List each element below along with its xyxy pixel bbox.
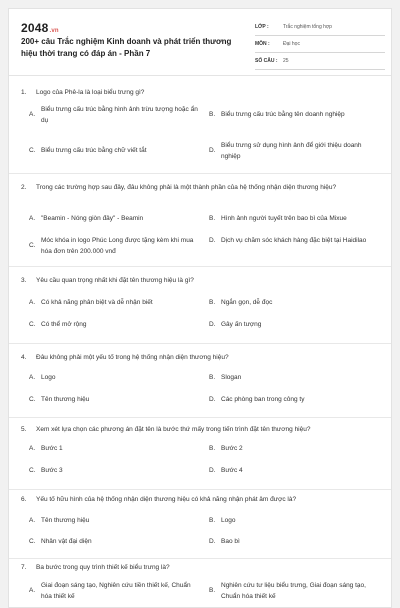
meta-label: SỐ CÂU : — [255, 58, 278, 64]
answer-option-a[interactable] — [29, 214, 201, 225]
answer-option-b[interactable] — [209, 444, 381, 455]
option-letter: A. — [29, 587, 36, 595]
question-text: Logo của Phê-la là loại biểu trưng gì? — [36, 89, 145, 96]
question-text: Yếu tố hữu hình của hệ thống nhận diện thương hiệu có khả năng nhận phát âm được là? — [36, 496, 297, 503]
question-text: Yêu cầu quan trọng nhất khi đặt tên thương hiệu là gì? — [36, 277, 194, 284]
answer-option-a[interactable] — [29, 581, 201, 602]
answer-option-d[interactable] — [209, 320, 381, 331]
answer-option-c[interactable] — [29, 236, 201, 257]
option-text: Biểu trưng cấu trúc bằng hình ảnh trừu tượng hoặc ẩn dụ — [41, 106, 198, 124]
option-letter: A. — [29, 215, 36, 222]
option-letter: C. — [29, 467, 36, 474]
question-stem — [21, 276, 377, 287]
option-letter: D. — [209, 396, 216, 403]
option-letter: B. — [209, 299, 216, 306]
option-text: Bước 4 — [221, 467, 243, 474]
option-letter: B. — [209, 374, 216, 381]
document-page — [8, 8, 392, 608]
option-text: Logo — [41, 374, 56, 381]
question-text: Ba bước trong quy trình thiết kế biểu trưng là? — [36, 564, 170, 571]
question-stem — [21, 353, 377, 364]
option-text: Nghiên cứu tư liệu biểu trưng, Giai đoạn sáng tạo, Chuẩn hóa thiết kế — [221, 582, 366, 600]
option-letter: C. — [29, 538, 36, 545]
answer-option-c[interactable] — [29, 146, 201, 157]
answer-option-c[interactable] — [29, 537, 201, 548]
answer-option-c[interactable] — [29, 320, 201, 331]
meta-value: Đại học — [283, 41, 300, 47]
answer-option-a[interactable] — [29, 516, 201, 527]
option-text: Giai đoạn sáng tạo, Nghiên cứu tiền thiết kế, Chuẩn hóa thiết kế — [41, 582, 191, 600]
answer-option-b[interactable] — [209, 214, 381, 225]
meta-value: 25 — [283, 58, 289, 64]
answer-option-b[interactable] — [209, 298, 381, 309]
option-text: Bước 3 — [41, 467, 63, 474]
option-letter: B. — [209, 517, 216, 524]
option-text: Biểu trưng cấu trúc bằng tên doanh nghiệp — [221, 111, 345, 118]
question-number: 7. — [21, 564, 27, 571]
option-text: Bước 2 — [221, 445, 243, 452]
logo-suffix: .vn — [49, 28, 59, 34]
option-letter: A. — [29, 374, 36, 381]
option-text: Bước 1 — [41, 445, 63, 452]
answer-option-a[interactable] — [29, 298, 201, 309]
header-divider — [9, 75, 391, 76]
option-text: Tên thương hiệu — [41, 517, 90, 524]
question-stem — [21, 425, 377, 436]
question-number: 4. — [21, 354, 27, 361]
meta-value: Trắc nghiệm tổng hợp — [283, 24, 332, 30]
option-text: Có khả năng phân biệt và dễ nhận biết — [41, 299, 153, 306]
option-letter: B. — [209, 215, 216, 222]
option-text: Có thể mở rộng — [41, 321, 87, 328]
question-stem — [21, 183, 377, 194]
option-text: Biểu trưng sử dụng hình ảnh để giới thiệu doanh nghiệp — [221, 142, 362, 160]
option-letter: D. — [209, 147, 216, 155]
option-letter: D. — [209, 538, 216, 545]
option-text: Móc khóa in logo Phúc Long được tặng kèm khi mua hóa đơn trên 200.000 vnđ — [41, 237, 194, 255]
option-text: Bao bì — [221, 538, 240, 545]
option-letter: A. — [29, 445, 36, 452]
option-letter: A. — [29, 111, 36, 119]
meta-row-count — [255, 53, 385, 70]
answer-option-a[interactable] — [29, 105, 201, 126]
answer-option-c[interactable] — [29, 395, 201, 406]
question-stem — [21, 495, 377, 506]
answer-option-b[interactable] — [209, 516, 381, 527]
option-text: Hình ảnh người tuyết trên bao bì của Mixue — [221, 215, 347, 222]
question-divider — [9, 417, 391, 418]
question-stem — [21, 563, 377, 574]
question-divider — [9, 266, 391, 267]
option-letter: A. — [29, 299, 36, 306]
question-number: 3. — [21, 277, 27, 284]
answer-option-d[interactable] — [209, 395, 381, 406]
meta-label: LỚP : — [255, 24, 269, 30]
meta-label: MÔN : — [255, 41, 270, 47]
answer-option-b[interactable] — [209, 110, 381, 121]
option-letter: C. — [29, 147, 36, 154]
answer-option-c[interactable] — [29, 466, 201, 477]
option-text: Dịch vụ chăm sóc khách hàng đặc biệt tại Haidilao — [221, 237, 367, 244]
option-letter: A. — [29, 517, 36, 524]
option-text: Tên thương hiệu — [41, 396, 90, 403]
meta-row-class — [255, 19, 385, 36]
option-letter: C. — [29, 396, 36, 403]
answer-option-b[interactable] — [209, 581, 381, 602]
question-divider — [9, 343, 391, 344]
option-letter: C. — [29, 321, 36, 328]
question-stem — [21, 88, 377, 99]
question-divider — [9, 489, 391, 490]
answer-option-d[interactable] — [209, 466, 381, 477]
option-letter: B. — [209, 445, 216, 452]
answer-option-a[interactable] — [29, 373, 201, 384]
option-text: Các phòng ban trong công ty — [221, 396, 305, 403]
option-text: Logo — [221, 517, 236, 524]
answer-option-b[interactable] — [209, 373, 381, 384]
meta-table — [255, 19, 385, 70]
document-header — [9, 9, 391, 75]
question-divider — [9, 173, 391, 174]
site-logo[interactable] — [21, 21, 59, 35]
option-text: Nhân vật đại diện — [41, 538, 92, 545]
option-letter: D. — [209, 321, 216, 328]
option-text: Biểu trưng cấu trúc bằng chữ viết tắt — [41, 147, 147, 154]
option-letter: C. — [29, 242, 36, 250]
question-number: 2. — [21, 184, 27, 191]
option-text: "Beamin - Nóng giòn đây" - Beamin — [41, 215, 144, 222]
question-text: Trong các trường hợp sau đây, đâu không phải là một thành phần của hệ thống nhận diện thương hiệu? — [36, 184, 337, 191]
question-divider — [9, 558, 391, 559]
question-text: Xem xét lựa chọn các phương án đặt tên là bước thứ mấy trong tiến trình đặt tên thương hiệu? — [36, 426, 311, 433]
question-number: 5. — [21, 426, 27, 433]
answer-option-a[interactable] — [29, 444, 201, 455]
answer-option-d[interactable] — [209, 537, 381, 548]
answer-option-d[interactable] — [209, 236, 381, 247]
logo-text: 2048 — [21, 21, 49, 35]
option-letter: B. — [209, 587, 216, 595]
option-text: Gây ấn tượng — [221, 321, 262, 328]
option-text: Ngắn gọn, dễ đọc — [221, 299, 273, 306]
option-letter: D. — [209, 237, 216, 244]
option-letter: B. — [209, 111, 216, 118]
answer-option-d[interactable] — [209, 141, 381, 162]
option-text: Slogan — [221, 374, 242, 381]
meta-row-subject — [255, 36, 385, 53]
document-title: 200+ câu Trắc nghiệm Kinh doanh và phát triển thương hiệu thời trang có đáp án - Phần 7 — [21, 37, 232, 58]
question-number: 1. — [21, 89, 27, 96]
question-number: 6. — [21, 496, 27, 503]
option-letter: D. — [209, 467, 216, 474]
question-text: Đâu không phải một yếu tố trong hệ thống nhận diện thương hiệu? — [36, 354, 229, 361]
